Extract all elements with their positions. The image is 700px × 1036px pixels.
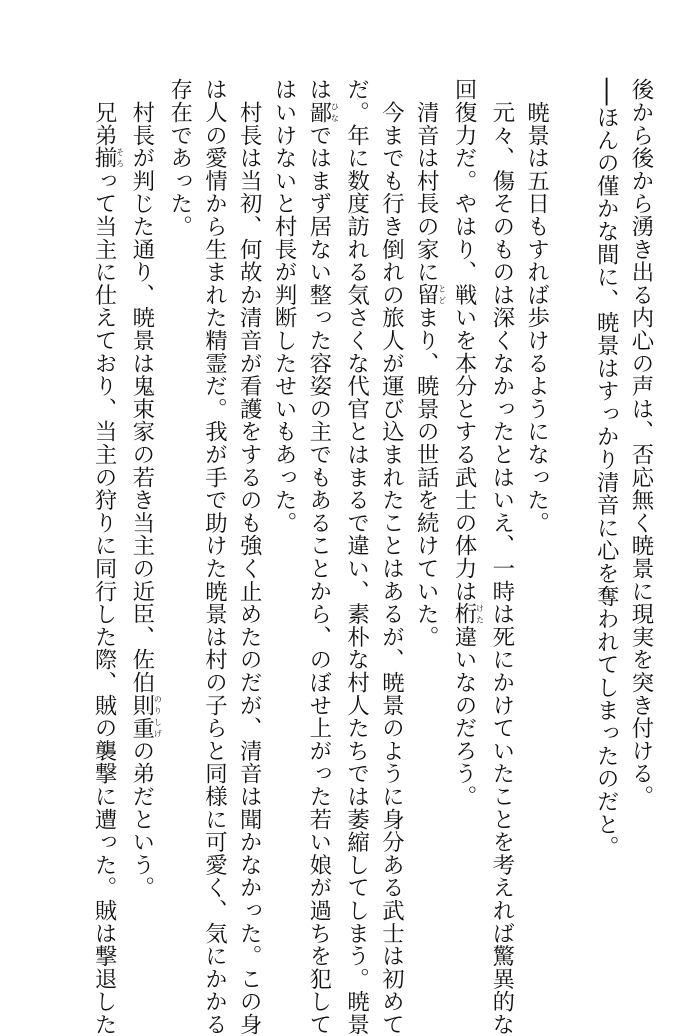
ruby-reading: そろ	[115, 146, 125, 170]
text-line: 村長は当初、何故か清音が看護をするのも強く止めたのだが、清音は聞かなかった。この身	[236, 78, 263, 1036]
line-segment: って当主に仕えており、当主の狩りに同行した際、賊の襲撃に遭った。賊は撃退した	[91, 169, 118, 1036]
line-segment: 清音は村長の家に	[413, 78, 440, 284]
text-line: 後から後から湧き出る内心の声は、否応無く暁景に現実を突き付ける。	[628, 78, 654, 808]
text-line	[124, 78, 162, 958]
text-line: 今までも行き倒れの旅人が運び込まれたことはあるが、暁景のように身分ある武士は初めて	[378, 78, 405, 1036]
ruby-reading: のりしげ	[153, 693, 163, 740]
text-line	[86, 78, 125, 1036]
ruby-base: 留	[413, 283, 440, 307]
ruby-annotation	[128, 693, 163, 740]
text-line: だ。年に数度訪れる気さくな代官とはまるで違い、素朴な村人たちでは萎縮してしまう。暁景	[343, 78, 370, 1036]
text-line	[408, 78, 446, 958]
text-line	[301, 78, 340, 1036]
ruby-annotation	[91, 146, 125, 170]
line-segment: ではまず居ない整った容姿の主でもあることから、のぼせ上がった若い娘が過ちを犯して	[305, 123, 332, 1036]
ruby-annotation	[413, 283, 447, 307]
text-line: はいけないと村長が判断したせいもあった。	[271, 78, 298, 534]
line-segment: 兄弟	[91, 78, 118, 147]
text-line: 暁景は五日もすれば歩けるようになった。	[523, 78, 550, 534]
text-line: ──ほんの僅かな間に、暁景はすっかり清音に心を奪われてしまったのだと。	[593, 78, 620, 859]
blank-line	[554, 78, 589, 958]
line-segment: の弟だという。	[128, 739, 155, 899]
line-segment: 村長が判じた通り、暁景は鬼束家の若き当主の近臣、佐伯	[128, 78, 155, 694]
ruby-reading: ひな	[330, 100, 340, 124]
ruby-base: 桁	[451, 602, 478, 626]
ruby-annotation	[305, 100, 340, 124]
text-line: は人の愛情から生まれた精霊だ。我が手で助けた暁景は村の子らと同様に可愛く、気にかかる	[201, 78, 228, 1036]
ruby-base: 鄙	[305, 100, 332, 124]
ruby-reading: とど	[437, 283, 447, 307]
text-line	[446, 78, 484, 958]
line-segment: まり、暁景の世話を続けていた。	[413, 306, 440, 649]
line-segment: 違いなのだろう。	[451, 625, 478, 808]
line-segment: 回復力だ。やはり、戦いを本分とする武士の体力は	[451, 78, 478, 603]
ruby-reading: けた	[475, 602, 485, 626]
vertical-text-body	[86, 78, 658, 1036]
text-line: 存在であった。	[166, 78, 193, 238]
ruby-base: 則重	[128, 693, 155, 740]
ruby-base: 揃	[91, 146, 118, 170]
ruby-annotation	[451, 602, 485, 626]
text-line: 元々、傷そのものは深くなかったとはいえ、一時は死にかけていたことを考えれば驚異的な	[488, 78, 515, 1036]
line-segment: は	[305, 78, 332, 101]
